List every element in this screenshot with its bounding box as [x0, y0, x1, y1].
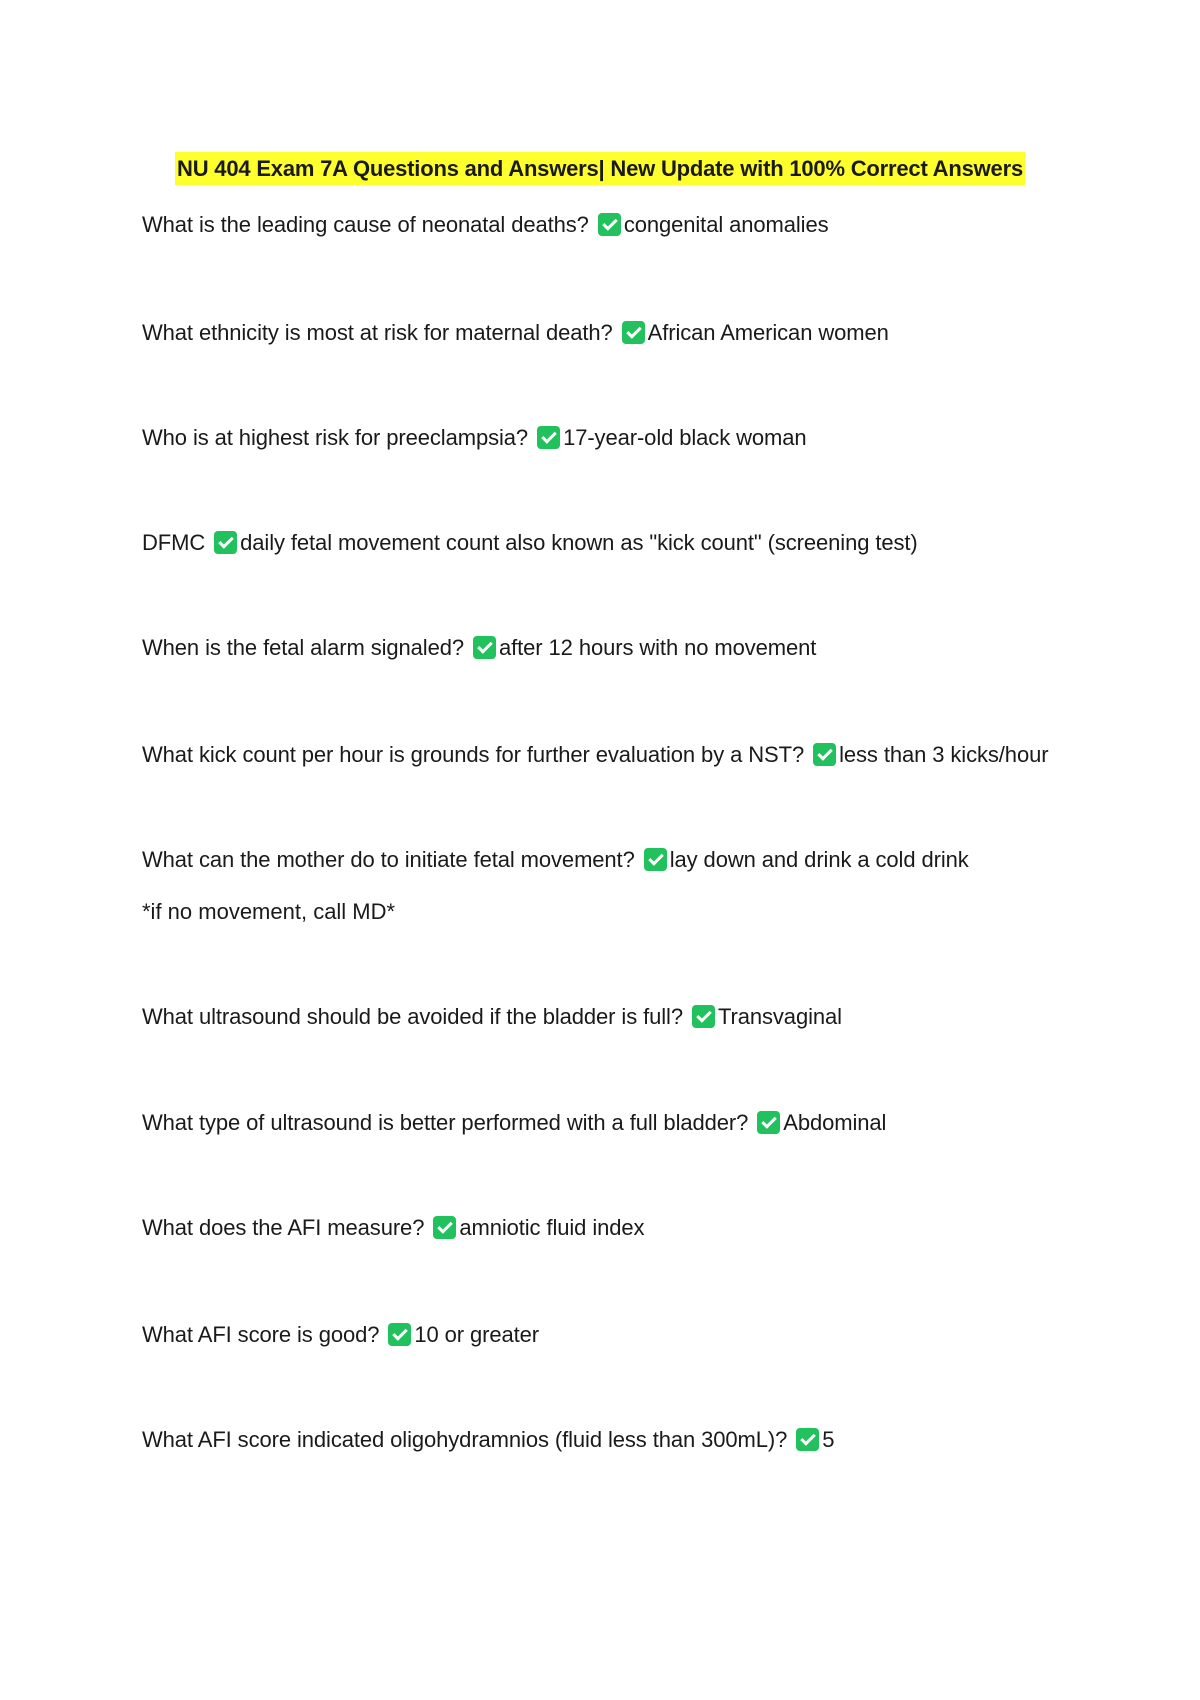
check-icon [433, 1216, 456, 1239]
question-text: DFMC [142, 530, 206, 555]
qa-item [142, 423, 807, 453]
check-icon [214, 531, 237, 554]
check-icon [473, 636, 496, 659]
answer-text: African American women [647, 320, 889, 345]
question-text: What AFI score is good? [142, 1322, 380, 1347]
check-icon [537, 426, 560, 449]
answer-note: *if no movement, call MD* [142, 899, 396, 924]
answer-text: Transvaginal [717, 1004, 842, 1029]
qa-item [142, 845, 969, 875]
check-icon [813, 743, 836, 766]
answer-text: Abdominal [783, 1110, 887, 1135]
question-text: What does the AFI measure? [142, 1215, 425, 1240]
question-text: What AFI score indicated oligohydramnios (fluid less than 300mL)? [142, 1427, 788, 1452]
answer-text: congenital anomalies [623, 212, 829, 237]
answer-text: lay down and drink a cold drink [669, 847, 969, 872]
question-text: What ultrasound should be avoided if the bladder is full? [142, 1004, 683, 1029]
qa-item [142, 528, 918, 558]
check-icon [622, 321, 645, 344]
title-container [0, 152, 1200, 185]
answer-text: 17-year-old black woman [563, 425, 807, 450]
check-icon [388, 1323, 411, 1346]
answer-text: amniotic fluid index [459, 1215, 645, 1240]
question-text: When is the fetal alarm signaled? [142, 635, 464, 660]
qa-item [142, 1213, 644, 1243]
question-text: What kick count per hour is grounds for further evaluation by a NST? [142, 742, 805, 767]
qa-item [142, 1425, 834, 1455]
check-icon [692, 1005, 715, 1028]
question-text: What can the mother do to initiate fetal movement? [142, 847, 635, 872]
check-icon [757, 1111, 780, 1134]
qa-item [142, 318, 889, 348]
answer-text: daily fetal movement count also known as "kick count" (screening test) [240, 530, 918, 555]
qa-item [142, 740, 1048, 770]
qa-item [142, 633, 816, 663]
question-text: What is the leading cause of neonatal deaths? [142, 212, 589, 237]
question-text: What type of ultrasound is better performed with a full bladder? [142, 1110, 749, 1135]
qa-item [142, 1108, 886, 1138]
check-icon [796, 1428, 819, 1451]
answer-text: less than 3 kicks/hour [839, 742, 1049, 767]
check-icon [644, 848, 667, 871]
qa-item [142, 210, 829, 240]
answer-text: after 12 hours with no movement [499, 635, 817, 660]
check-icon [598, 213, 621, 236]
answer-text: 10 or greater [414, 1322, 540, 1347]
document-title: NU 404 Exam 7A Questions and Answers| New Update with 100% Correct Answers [175, 152, 1025, 185]
question-text: What ethnicity is most at risk for maternal death? [142, 320, 613, 345]
question-text: Who is at highest risk for preeclampsia? [142, 425, 529, 450]
qa-item [142, 1320, 539, 1350]
answer-text: 5 [822, 1427, 835, 1452]
qa-item [142, 1002, 842, 1032]
